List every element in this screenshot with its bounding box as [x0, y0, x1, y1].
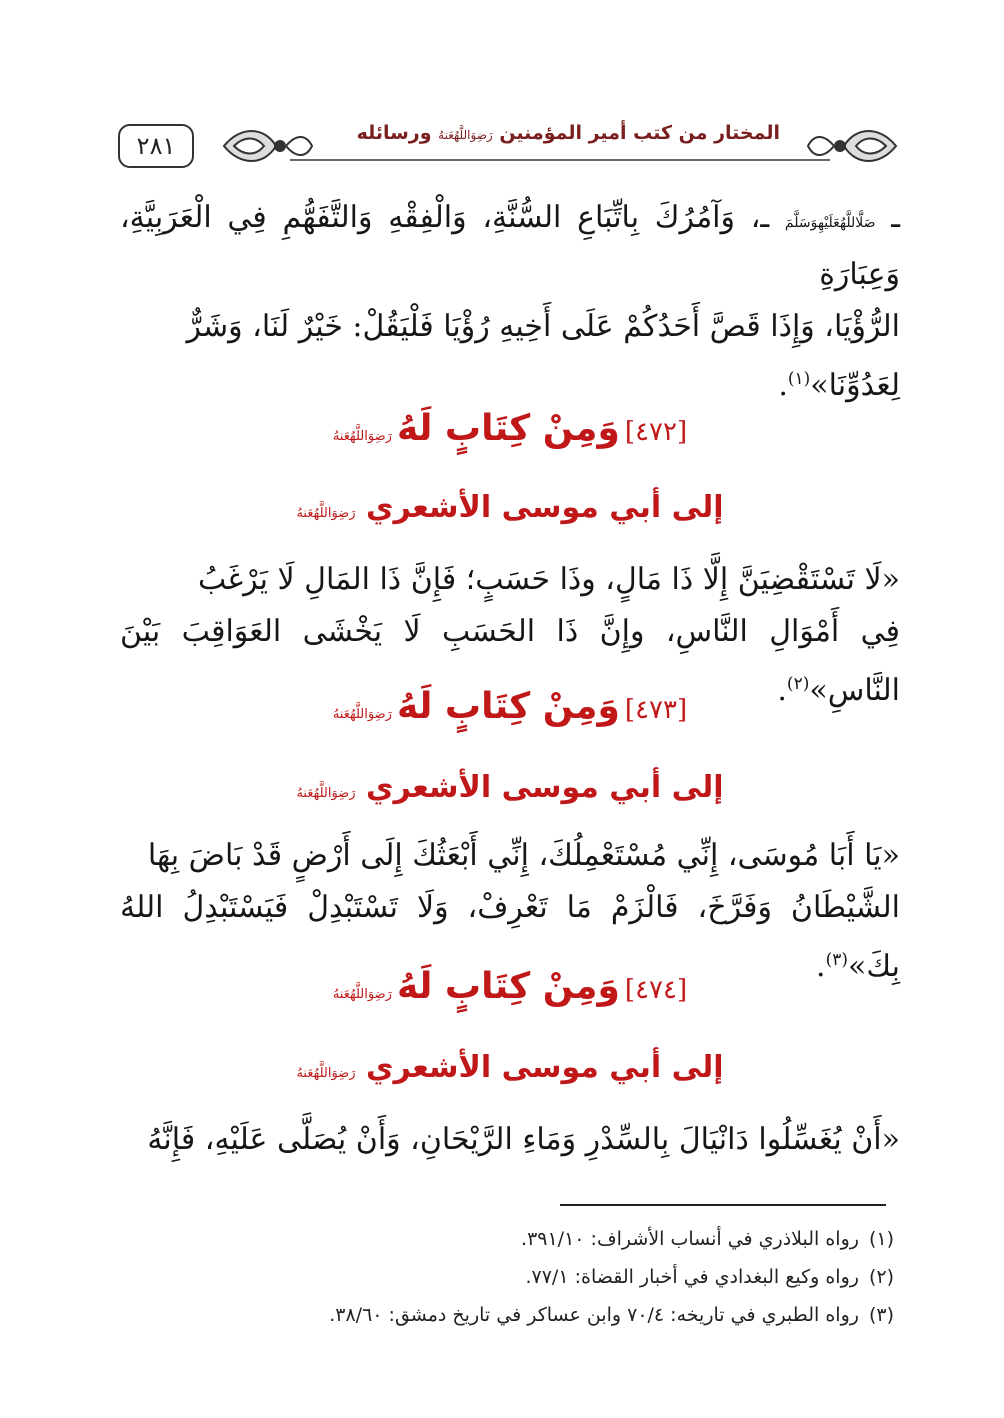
page-number: ٢٨١	[136, 132, 176, 160]
recipient-honor: رَضِوَاللَّهُعَنهُ	[296, 1066, 356, 1081]
running-title-text: المختار من كتب أمير المؤمنين	[499, 122, 780, 144]
line-text: فِي أَمْوَالِ النَّاسِ، وإِنَّ ذَا الحَسَبِ لَا يَخْشَى العَوَاقِبَ بَيْنَ النَّاسِ»	[120, 614, 900, 708]
letter-heading	[120, 686, 900, 727]
line-end: .	[778, 368, 788, 403]
page-header	[110, 118, 900, 174]
honorific: صَلَّاللَّهُعَلَيْهِوَسَلَّمَ	[784, 215, 876, 231]
paragraph-1	[120, 192, 900, 412]
line-prefix: ـ	[875, 200, 901, 235]
letter-title: وَمِنْ كِتَابٍ لَهُ	[397, 686, 620, 727]
paragraph-line	[120, 353, 900, 412]
recipient-text: إلى أبي موسى الأشعري	[365, 770, 724, 805]
footnote	[120, 1226, 894, 1252]
recipient-honor: رَضِوَاللَّهُعَنهُ	[296, 786, 356, 801]
line-text: «يَا أَبَا مُوسَى، إِنِّي مُسْتَعْمِلُكَ، إِنِّي أَبْعَثُكَ إِلَى أَرْضٍ قَدْ بَاضَ بِهَا	[147, 838, 900, 873]
letter-honor: رَضِوَاللَّهُعَنهُ	[332, 707, 392, 722]
running-title-honor: رَضِوَاللَّهُعَنهُ	[438, 128, 493, 142]
paragraph-4	[120, 1114, 900, 1166]
footnote-number: (٢)	[868, 1266, 894, 1288]
paragraph-line	[120, 830, 900, 882]
recipient-honor: رَضِوَاللَّهُعَنهُ	[296, 506, 356, 521]
footnote	[120, 1302, 894, 1328]
paragraph-line	[120, 1114, 900, 1166]
line-text: «أَنْ يُغَسِّلُوا دَانْيَالَ بِالسِّدْرِ وَمَاءِ الرَّيْحَانِ، وَأَنْ يُصَلَّى عَلَيْهِ، فَإِنَّهُ	[147, 1122, 900, 1157]
footnote	[120, 1264, 894, 1290]
paragraph-line	[120, 554, 900, 606]
line-text: الرُّؤْيَا، وَإِذَا قَصَّ أَحَدُكُمْ عَلَى أَخِيهِ رُؤْيَا فَلْيَقُلْ: خَيْرٌ لَنَا، وَشَرٌّ	[186, 309, 900, 344]
line-end: .	[816, 949, 826, 984]
letter-recipient	[120, 490, 900, 525]
recipient-text: إلى أبي موسى الأشعري	[365, 490, 724, 525]
running-title	[357, 122, 780, 144]
footnote-number: (٣)	[868, 1304, 894, 1326]
footnote-ref[interactable]: (١)	[787, 369, 811, 389]
letter-number: [٤٧٤]	[624, 975, 688, 1005]
letter-title: وَمِنْ كِتَابٍ لَهُ	[397, 966, 620, 1007]
line-text: لِعَدُوِّنَا»	[810, 368, 900, 403]
footnote-number: (١)	[868, 1228, 894, 1250]
letter-title: وَمِنْ كِتَابٍ لَهُ	[397, 408, 620, 449]
paragraph-line	[120, 301, 900, 353]
page-number-box	[118, 124, 194, 168]
footnote-text: رواه وكيع البغدادي في أخبار القضاة: ٧٧/١.	[525, 1266, 859, 1288]
footnote-text: رواه الطبري في تاريخه: ٧٠/٤ وابن عساكر في تاريخ دمشق: ٣٨/٦٠.	[329, 1304, 859, 1326]
line-end: .	[777, 673, 787, 708]
recipient-text: إلى أبي موسى الأشعري	[365, 1050, 724, 1085]
letter-heading	[120, 408, 900, 449]
footnote-divider	[560, 1204, 886, 1206]
line-text: الشَّيْطَانُ وَفَرَّخَ، فَالْزَمْ مَا تَعْرِفْ، وَلَا تَسْتَبْدِلْ فَيَسْتَبْدِلُ اللهُ بِكَ»	[120, 890, 900, 984]
paragraph-line	[120, 192, 900, 301]
footnote-text: رواه البلاذري في أنساب الأشراف: ٣٩١/١٠.	[521, 1228, 859, 1250]
letter-honor: رَضِوَاللَّهُعَنهُ	[332, 987, 392, 1002]
letter-number: [٤٧٣]	[624, 695, 688, 725]
line-text: ـ، وَآمُرُكَ بِاتِّبَاعِ السُّنَّةِ، وَالْفِقْهِ وَالتَّفَهُّمِ فِي الْعَرَبِيَّةِ، وَعِبَارَةِ	[120, 200, 900, 292]
letter-heading	[120, 966, 900, 1007]
line-text: «لَا تَسْتَقْضِيَنَّ إِلَّا ذَا مَالٍ، وذَا حَسَبٍ؛ فَإِنَّ ذَا المَالِ لَا يَرْغَبُ	[197, 562, 900, 597]
footnote-ref[interactable]: (٣)	[825, 950, 848, 970]
letter-honor: رَضِوَاللَّهُعَنهُ	[332, 429, 392, 444]
footnote-ref[interactable]: (٢)	[786, 674, 810, 694]
letter-recipient	[120, 1050, 900, 1085]
letter-recipient	[120, 770, 900, 805]
running-title-end: ورسائله	[356, 122, 432, 144]
letter-number: [٤٧٢]	[624, 417, 688, 447]
